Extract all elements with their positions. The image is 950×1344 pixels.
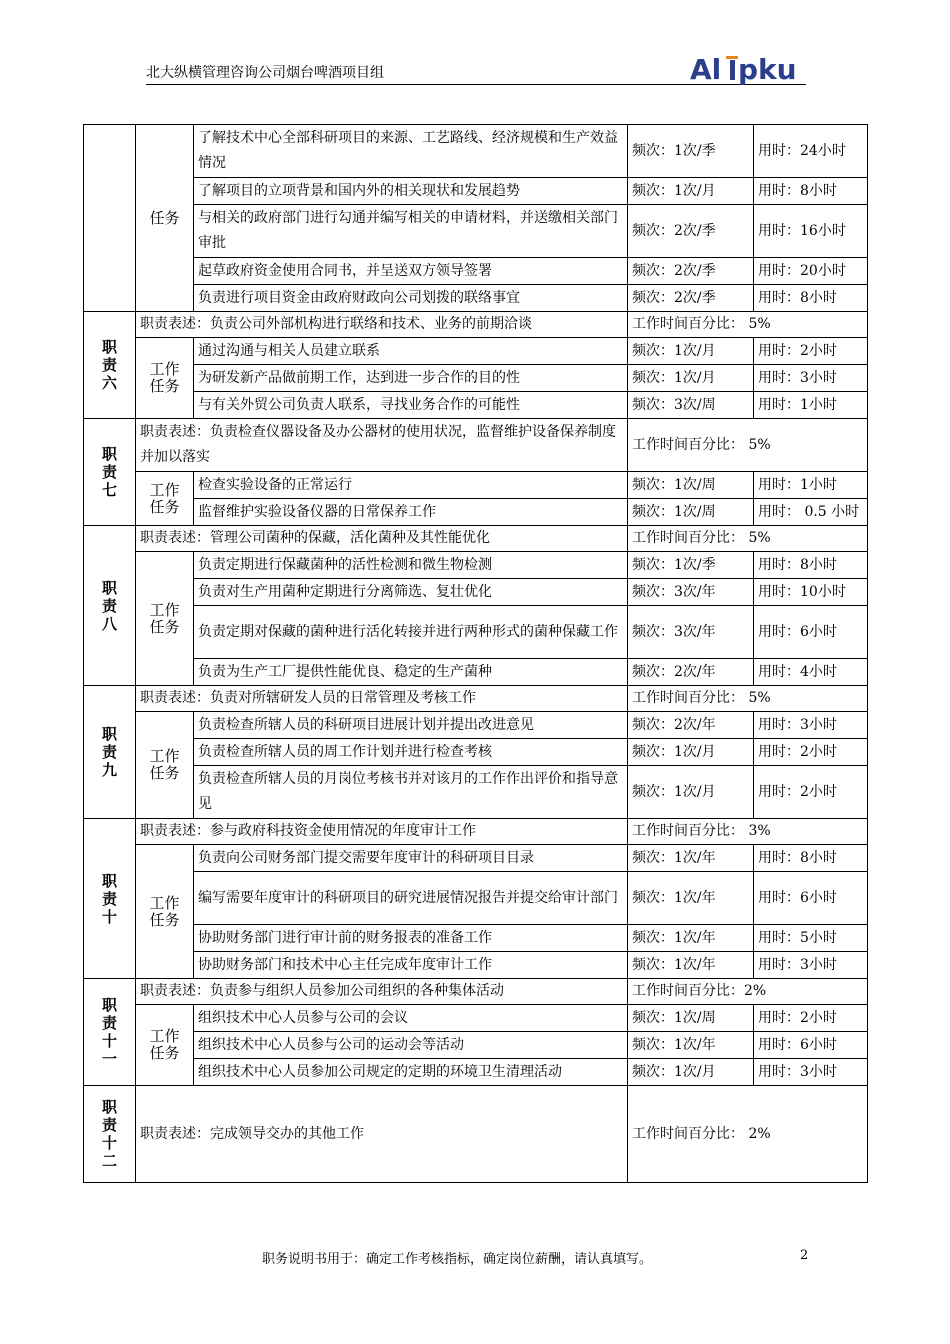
task-hours: 用时：2小时 <box>754 739 868 766</box>
task-hours: 用时：16小时 <box>754 205 868 258</box>
task-row <box>84 766 868 819</box>
task-row <box>84 952 868 979</box>
task-label-line: 任务 <box>149 377 180 395</box>
allpku-logo <box>690 52 808 86</box>
task-row <box>84 178 868 205</box>
task-label <box>136 338 194 419</box>
task-row <box>84 659 868 686</box>
task-frequency: 频次：1次/月 <box>628 365 754 392</box>
task-frequency: 频次：2次/季 <box>628 205 754 258</box>
task-hours: 用时：8小时 <box>754 178 868 205</box>
duty-label-char: 职 <box>101 1098 117 1116</box>
duty-label-char: 责 <box>101 596 117 615</box>
duty-label <box>84 419 136 526</box>
duty-label-char: 职 <box>101 578 117 597</box>
task-row <box>84 712 868 739</box>
task-label-line: 工作 <box>149 893 180 912</box>
duty-label <box>84 979 136 1086</box>
duty-statement: 职责表述：负责对所辖研发人员的日常管理及考核工作 <box>136 686 628 712</box>
task-hours: 用时：2小时 <box>754 338 868 365</box>
task-hours: 用时：8小时 <box>754 552 868 579</box>
task-frequency: 频次：1次/周 <box>628 1005 754 1032</box>
task-label <box>136 552 194 686</box>
duty-label-char: 十 <box>101 1032 117 1050</box>
task-label: 任务 <box>136 125 194 312</box>
duty-label-char: 职 <box>101 338 117 356</box>
task-label-line: 任务 <box>149 1044 180 1062</box>
duty-label-char: 职 <box>101 871 117 890</box>
task-row <box>84 1005 868 1032</box>
duty-percent: 工作时间百分比： 5% <box>628 419 868 472</box>
task-hours: 用时：20小时 <box>754 258 868 285</box>
task-hours: 用时：6小时 <box>754 1032 868 1059</box>
task-hours: 用时：2小时 <box>754 766 868 819</box>
task-text: 监督维护实验设备仪器的日常保养工作 <box>194 499 628 526</box>
task-text: 组织技术中心人员参与公司的运动会等活动 <box>194 1032 628 1059</box>
duty-statement: 职责表述：管理公司菌种的保藏，活化菌种及其性能优化 <box>136 526 628 552</box>
duty-label-char: 责 <box>101 463 117 481</box>
duty-statement-row <box>84 1086 868 1183</box>
task-frequency: 频次：1次/月 <box>628 739 754 766</box>
task-frequency: 频次：1次/月 <box>628 338 754 365</box>
task-hours: 用时： 0.5 小时 <box>754 499 868 526</box>
task-text: 负责检查所辖人员的科研项目进展计划并提出改进意见 <box>194 712 628 739</box>
duty-label-char: 责 <box>101 1014 117 1032</box>
task-text: 组织技术中心人员参加公司规定的定期的环境卫生清理活动 <box>194 1059 628 1086</box>
task-hours: 用时：1小时 <box>754 472 868 499</box>
duty-label-char: 责 <box>101 1116 117 1134</box>
task-text: 负责对生产用菌种定期进行分离筛选、复壮优化 <box>194 579 628 606</box>
task-row <box>84 499 868 526</box>
page-number: 2 <box>800 1248 809 1263</box>
task-row <box>84 258 868 285</box>
task-row <box>84 872 868 925</box>
task-row <box>84 1059 868 1086</box>
task-text: 负责检查所辖人员的月岗位考核书并对该月的工作作出评价和指导意见 <box>194 766 628 819</box>
task-hours: 用时：8小时 <box>754 285 868 312</box>
task-frequency: 频次：3次/年 <box>628 606 754 659</box>
task-text: 负责检查所辖人员的周工作计划并进行检查考核 <box>194 739 628 766</box>
task-row <box>84 845 868 872</box>
duty-label <box>84 819 136 979</box>
task-label <box>136 472 194 526</box>
duty-percent: 工作时间百分比： 5% <box>628 686 868 712</box>
task-label-line: 任务 <box>149 910 180 929</box>
task-frequency: 频次：2次/季 <box>628 285 754 312</box>
duty-percent: 工作时间百分比： 2% <box>628 1086 868 1183</box>
duty-label-char: 责 <box>101 889 117 908</box>
task-frequency: 频次：3次/年 <box>628 579 754 606</box>
task-label <box>136 1005 194 1086</box>
task-label-line: 工作 <box>149 600 180 619</box>
task-label-line: 工作 <box>149 360 180 378</box>
header-title: 北大纵横管理咨询公司烟台啤酒项目组 <box>146 65 384 81</box>
task-hours: 用时：3小时 <box>754 1059 868 1086</box>
task-text: 编写需要年度审计的科研项目的研究进展情况报告并提交给审计部门 <box>194 872 628 925</box>
footer-note: 职务说明书用于：确定工作考核指标，确定岗位薪酬，请认真填写。 <box>262 1252 653 1267</box>
task-hours: 用时：6小时 <box>754 872 868 925</box>
task-text: 负责为生产工厂提供性能优良、稳定的生产菌种 <box>194 659 628 686</box>
task-label-line: 任务 <box>149 764 180 782</box>
task-text: 协助财务部门和技术中心主任完成年度审计工作 <box>194 952 628 979</box>
duty-statement: 职责表述：完成领导交办的其他工作 <box>136 1086 628 1183</box>
duty-label-char: 十 <box>101 907 117 926</box>
task-frequency: 频次：1次/年 <box>628 872 754 925</box>
task-label <box>136 712 194 819</box>
task-hours: 用时：3小时 <box>754 712 868 739</box>
task-hours: 用时：8小时 <box>754 845 868 872</box>
duty-label <box>84 312 136 419</box>
task-label-line: 任务 <box>149 497 180 516</box>
task-frequency: 频次：1次/月 <box>628 178 754 205</box>
task-frequency: 频次：3次/周 <box>628 392 754 419</box>
duty-label-char: 十 <box>101 1134 117 1152</box>
duty-label-char: 六 <box>101 374 117 392</box>
task-row <box>84 472 868 499</box>
task-row <box>84 392 868 419</box>
task-text: 了解项目的立项背景和国内外的相关现状和发展趋势 <box>194 178 628 205</box>
task-hours: 用时：3小时 <box>754 952 868 979</box>
duty-statement-row <box>84 419 868 472</box>
task-frequency: 频次：1次/年 <box>628 1032 754 1059</box>
task-label-line: 工作 <box>149 1027 180 1045</box>
task-row <box>84 338 868 365</box>
task-hours: 用时：2小时 <box>754 1005 868 1032</box>
duty-label-char: 八 <box>101 614 117 633</box>
task-text: 负责进行项目资金由政府财政向公司划拨的联络事宜 <box>194 285 628 312</box>
duty-table <box>83 124 868 1183</box>
duty-percent: 工作时间百分比：2% <box>628 979 868 1005</box>
task-row <box>84 579 868 606</box>
task-label-line: 任务 <box>149 617 180 636</box>
task-row <box>84 552 868 579</box>
task-text: 负责定期进行保藏菌种的活性检测和微生物检测 <box>194 552 628 579</box>
task-frequency: 频次：2次/年 <box>628 712 754 739</box>
task-text: 负责定期对保藏的菌种进行活化转接并进行两种形式的菌种保藏工作 <box>194 606 628 659</box>
task-text: 检查实验设备的正常运行 <box>194 472 628 499</box>
task-label-line: 工作 <box>149 747 180 765</box>
duty-label-char: 二 <box>101 1152 117 1170</box>
task-frequency: 频次：1次/周 <box>628 499 754 526</box>
duty-label-char: 责 <box>101 743 117 761</box>
task-text: 为研发新产品做前期工作，达到进一步合作的目的性 <box>194 365 628 392</box>
task-row <box>84 925 868 952</box>
duty-statement-row <box>84 526 868 552</box>
duty-statement: 职责表述：参与政府科技资金使用情况的年度审计工作 <box>136 819 628 845</box>
duty-label-char: 职 <box>101 996 117 1014</box>
task-frequency: 频次：2次/季 <box>628 258 754 285</box>
task-row <box>84 606 868 659</box>
svg-text:pku: pku <box>738 53 797 86</box>
duty-statement-row <box>84 819 868 845</box>
duty-percent: 工作时间百分比： 5% <box>628 526 868 552</box>
task-frequency: 频次：1次/年 <box>628 845 754 872</box>
task-frequency: 频次：1次/周 <box>628 472 754 499</box>
duty-statement-row <box>84 312 868 338</box>
duty-statement: 职责表述：负责公司外部机构进行联络和技术、业务的前期洽谈 <box>136 312 628 338</box>
duty-label-char: 职 <box>101 445 117 463</box>
task-text: 负责向公司财务部门提交需要年度审计的科研项目目录 <box>194 845 628 872</box>
duty-percent: 工作时间百分比： 3% <box>628 819 868 845</box>
task-row <box>84 739 868 766</box>
task-text: 起草政府资金使用合同书，并呈送双方领导签署 <box>194 258 628 285</box>
task-hours: 用时：5小时 <box>754 925 868 952</box>
task-hours: 用时：10小时 <box>754 579 868 606</box>
task-frequency: 频次：1次/季 <box>628 125 754 178</box>
task-text: 通过沟通与相关人员建立联系 <box>194 338 628 365</box>
task-row <box>84 205 868 258</box>
task-frequency: 频次：1次/月 <box>628 766 754 819</box>
svg-text:Al: Al <box>690 53 722 86</box>
task-text: 协助财务部门进行审计前的财务报表的准备工作 <box>194 925 628 952</box>
duty-label-char: 七 <box>101 481 117 499</box>
duty-label-blank <box>84 125 136 312</box>
duty-statement: 职责表述：负责检查仪器设备及办公器材的使用状况，监督维护设备保养制度并加以落实 <box>136 419 628 472</box>
duty-label-char: 一 <box>101 1050 117 1068</box>
task-hours: 用时：4小时 <box>754 659 868 686</box>
task-frequency: 频次：2次/年 <box>628 659 754 686</box>
task-label <box>136 845 194 979</box>
task-frequency: 频次：1次/年 <box>628 952 754 979</box>
task-frequency: 频次：1次/年 <box>628 925 754 952</box>
duty-label <box>84 1086 136 1183</box>
task-frequency: 频次：1次/季 <box>628 552 754 579</box>
task-hours: 用时：3小时 <box>754 365 868 392</box>
duty-label-char: 责 <box>101 356 117 374</box>
task-hours: 用时：6小时 <box>754 606 868 659</box>
duty-percent: 工作时间百分比： 5% <box>628 312 868 338</box>
duty-statement-row <box>84 686 868 712</box>
duty-label-char: 职 <box>101 725 117 743</box>
task-row <box>84 125 868 178</box>
duty-label <box>84 686 136 819</box>
task-hours: 用时：24小时 <box>754 125 868 178</box>
task-text: 与相关的政府部门进行勾通并编写相关的申请材料，并送缴相关部门审批 <box>194 205 628 258</box>
task-row <box>84 1032 868 1059</box>
task-text: 了解技术中心全部科研项目的来源、工艺路线、经济规模和生产效益情况 <box>194 125 628 178</box>
task-text: 与有关外贸公司负责人联系，寻找业务合作的可能性 <box>194 392 628 419</box>
duty-statement: 职责表述：负责参与组织人员参加公司组织的各种集体活动 <box>136 979 628 1005</box>
task-hours: 用时：1小时 <box>754 392 868 419</box>
duty-statement-row <box>84 979 868 1005</box>
duty-label-char: 九 <box>101 761 117 779</box>
duty-label <box>84 526 136 686</box>
task-label-line: 工作 <box>149 480 180 499</box>
task-row <box>84 285 868 312</box>
task-row <box>84 365 868 392</box>
task-frequency: 频次：1次/月 <box>628 1059 754 1086</box>
task-text: 组织技术中心人员参与公司的会议 <box>194 1005 628 1032</box>
